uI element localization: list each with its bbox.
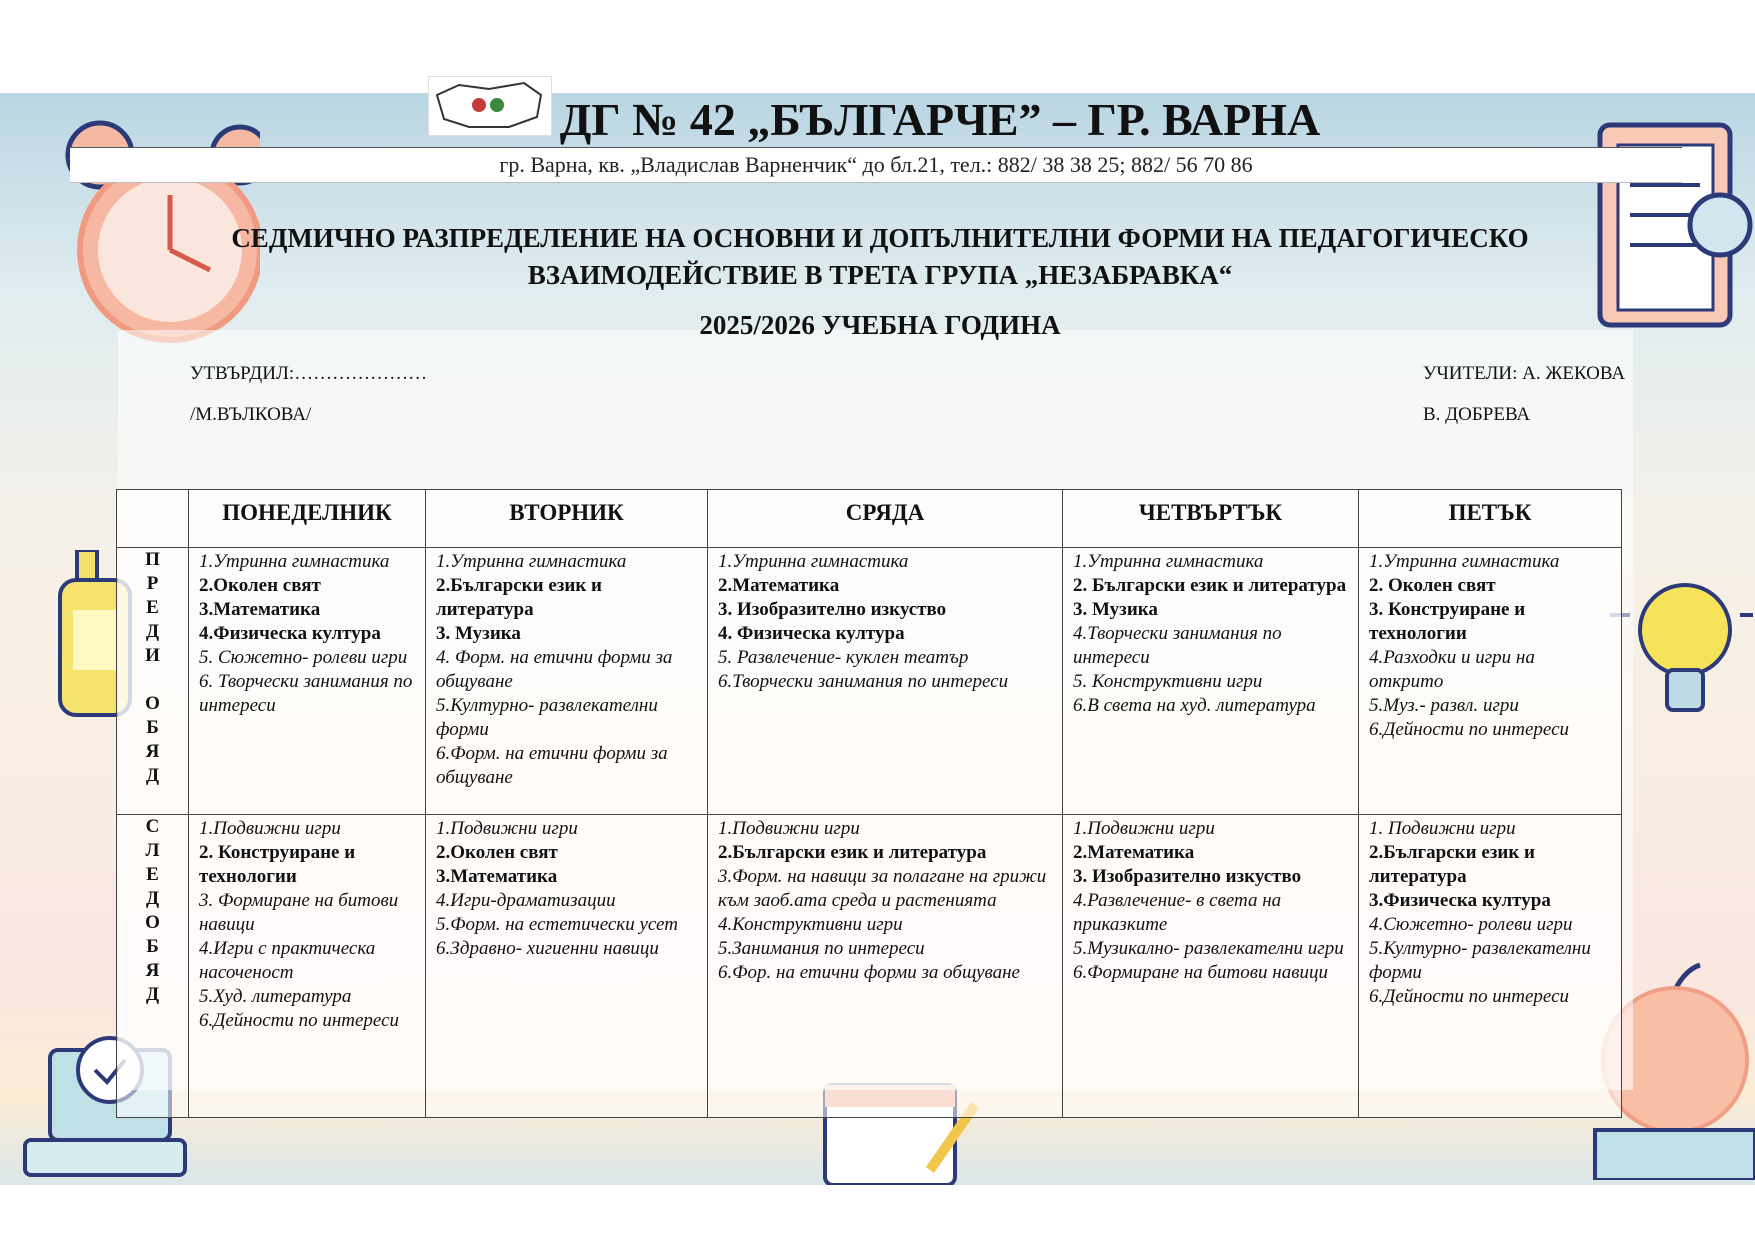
day-header: ПОНЕДЕЛНИК <box>189 490 426 548</box>
approved-label: УТВЪРДИЛ:………………… <box>190 363 428 384</box>
document-subtitle <box>130 220 1630 294</box>
schedule-cell <box>708 815 1063 1118</box>
schedule-cell <box>426 548 708 815</box>
activity-item: 4.Игри с практическа насоченост <box>199 938 376 983</box>
activity-item: 5.Муз.- развл. игри <box>1369 695 1519 716</box>
activity-item: 5.Худ. литература <box>199 986 352 1007</box>
activity-item: 1.Утринна гимнастика <box>199 551 390 572</box>
teacher-second: В. ДОБРЕВА <box>1423 404 1531 425</box>
row-label-letter: О <box>145 693 160 714</box>
row-label-letter: С <box>145 816 160 837</box>
activity-item: 1.Утринна гимнастика <box>718 551 909 572</box>
activity-item: 5.Занимания по интереси <box>718 938 925 959</box>
schedule-cell <box>1359 815 1622 1118</box>
activity-item: 2.Математика <box>1073 842 1195 863</box>
approver-name: /М.ВЪЛКОВА/ <box>190 404 312 425</box>
morning-row <box>117 548 1622 815</box>
activity-item: 5. Конструктивни игри <box>1073 671 1263 692</box>
activity-item: 3. Конструиране и технологии <box>1369 599 1526 644</box>
activity-item: 4. Форм. на етични форми за общуване <box>436 647 673 692</box>
activity-item: 5. Сюжетно- ролеви игри <box>199 647 408 668</box>
schedule-cell <box>189 815 426 1118</box>
row-label-letter: О <box>145 912 160 933</box>
day-header: СРЯДА <box>708 490 1063 548</box>
activity-item: 2.Български език и литература <box>436 575 602 620</box>
activity-item: 5.Музикално- развлекателни игри <box>1073 938 1344 959</box>
activity-item: 2. Околен свят <box>1369 575 1496 596</box>
activity-item: 4.Игри-драматизации <box>436 890 616 911</box>
row-label-letter: Е <box>146 864 159 885</box>
kindergarten-title: ДГ № 42 „БЪЛГАРЧЕ” – ГР. ВАРНА <box>559 94 1321 145</box>
activity-item: 2.Български език и литература <box>718 842 987 863</box>
address-line: гр. Варна, кв. „Владислав Варненчик“ до бл.21, тел.: 882/ 38 38 25; 882/ 56 70 86 <box>70 147 1682 183</box>
school-year: 2025/2026 УЧЕБНА ГОДИНА <box>699 310 1061 340</box>
schedule-cell <box>426 815 708 1118</box>
afternoon-row <box>117 815 1622 1118</box>
row-label-letter: Б <box>146 717 159 738</box>
activity-item: 4.Развлечение- в света на приказките <box>1073 890 1282 935</box>
schedule-cell <box>189 548 426 815</box>
row-label-letter: Р <box>146 573 159 594</box>
activity-item: 4. Физическа култура <box>718 623 905 644</box>
activity-item: 2.Математика <box>718 575 840 596</box>
activity-item: 4.Разходки и игри на открито <box>1369 647 1535 692</box>
activity-item: 6. Творчески занимания по интереси <box>199 671 413 716</box>
row-label-letter: Е <box>146 597 159 618</box>
activity-item: 2.Околен свят <box>436 842 558 863</box>
kindergarten-logo <box>428 76 552 136</box>
activity-item: 2. Конструиране и технологии <box>199 842 356 887</box>
activity-item: 6.В света на худ. литература <box>1073 695 1316 716</box>
row-label-before-lunch <box>117 548 189 815</box>
activity-item: 3.Физическа култура <box>1369 890 1551 911</box>
row-label-letter: Я <box>145 960 160 981</box>
activity-item: 1.Утринна гимнастика <box>1369 551 1560 572</box>
row-label-letter: Я <box>145 741 160 762</box>
day-header: ЧЕТВЪРТЪК <box>1063 490 1359 548</box>
activity-item: 5.Културно- развлекателни форми <box>1369 938 1591 983</box>
activity-item: 3.Математика <box>199 599 321 620</box>
activity-item: 3.Форм. на навици за полагане на грижи към заоб.ата среда и растенията <box>718 866 1047 911</box>
day-header-row <box>117 490 1622 548</box>
row-label-letter: Д <box>145 984 160 1005</box>
subtitle-line-1: СЕДМИЧНО РАЗПРЕДЕЛЕНИЕ НА ОСНОВНИ И ДОПЪЛНИТЕЛНИ ФОРМИ НА ПЕДАГОГИЧЕСКО <box>231 223 1529 253</box>
activity-item: 4.Конструктивни игри <box>718 914 903 935</box>
row-label-letter: Д <box>145 765 160 786</box>
activity-item: 3. Изобразително изкуство <box>718 599 947 620</box>
activity-item: 3. Формиране на битови навици <box>199 890 399 935</box>
row-label-letter: И <box>145 645 160 666</box>
row-label-letter: Д <box>145 888 160 909</box>
schedule-cell <box>708 548 1063 815</box>
activity-item: 2.Български език и литература <box>1369 842 1535 887</box>
day-header: ПЕТЪК <box>1359 490 1622 548</box>
activity-item: 4.Физическа култура <box>199 623 381 644</box>
activity-item: 6.Фор. на етични форми за общуване <box>718 962 1020 983</box>
schedule-cell <box>1063 548 1359 815</box>
row-label-letter: П <box>145 549 160 570</box>
activity-item: 3.Математика <box>436 866 558 887</box>
activity-item: 3. Музика <box>436 623 521 644</box>
activity-item: 1.Утринна гимнастика <box>436 551 627 572</box>
row-label-after-lunch <box>117 815 189 1118</box>
activity-item: 4.Сюжетно- ролеви игри <box>1369 914 1573 935</box>
activity-item: 6.Творчески занимания по интереси <box>718 671 1009 692</box>
activity-item: 5.Форм. на естетически усет <box>436 914 678 935</box>
activity-item: 1.Подвижни игри <box>718 818 860 839</box>
corner-cell <box>117 490 189 548</box>
activity-item: 1.Подвижни игри <box>1073 818 1215 839</box>
activity-item: 6.Форм. на етични форми за общуване <box>436 743 668 788</box>
activity-item: 6.Дейности по интереси <box>199 1010 400 1031</box>
activity-item: 2.Околен свят <box>199 575 321 596</box>
activity-item: 3. Изобразително изкуство <box>1073 866 1302 887</box>
activity-item: 6.Формиране на битови навици <box>1073 962 1328 983</box>
activity-item: 6.Здравно- хигиенни навици <box>436 938 659 959</box>
weekly-schedule-table <box>116 489 1622 1118</box>
bulgaria-map-icon <box>429 77 551 135</box>
activity-item: 4.Творчески занимания по интереси <box>1073 623 1282 668</box>
activity-item: 6.Дейности по интереси <box>1369 719 1570 740</box>
activity-item: 2. Български език и литература <box>1073 575 1347 596</box>
schedule-cell <box>1063 815 1359 1118</box>
subtitle-line-2: ВЗАИМОДЕЙСТВИЕ В ТРЕТА ГРУПА „НЕЗАБРАВКА“ <box>527 260 1233 290</box>
activity-item: 5.Културно- развлекателни форми <box>436 695 658 740</box>
day-header: ВТОРНИК <box>426 490 708 548</box>
activity-item: 1. Подвижни игри <box>1369 818 1516 839</box>
row-label-letter <box>117 668 188 692</box>
row-label-letter: Б <box>146 936 159 957</box>
activity-item: 6.Дейности по интереси <box>1369 986 1570 1007</box>
activity-item: 1.Подвижни игри <box>199 818 341 839</box>
schedule-cell <box>1359 548 1622 815</box>
activity-item: 1.Подвижни игри <box>436 818 578 839</box>
activity-item: 3. Музика <box>1073 599 1158 620</box>
row-label-letter: Л <box>145 840 160 861</box>
activity-item: 1.Утринна гимнастика <box>1073 551 1264 572</box>
activity-item: 5. Развлечение- куклен театър <box>718 647 969 668</box>
row-label-letter: Д <box>145 621 160 642</box>
teachers-label: УЧИТЕЛИ: А. ЖЕКОВА <box>1423 363 1626 384</box>
